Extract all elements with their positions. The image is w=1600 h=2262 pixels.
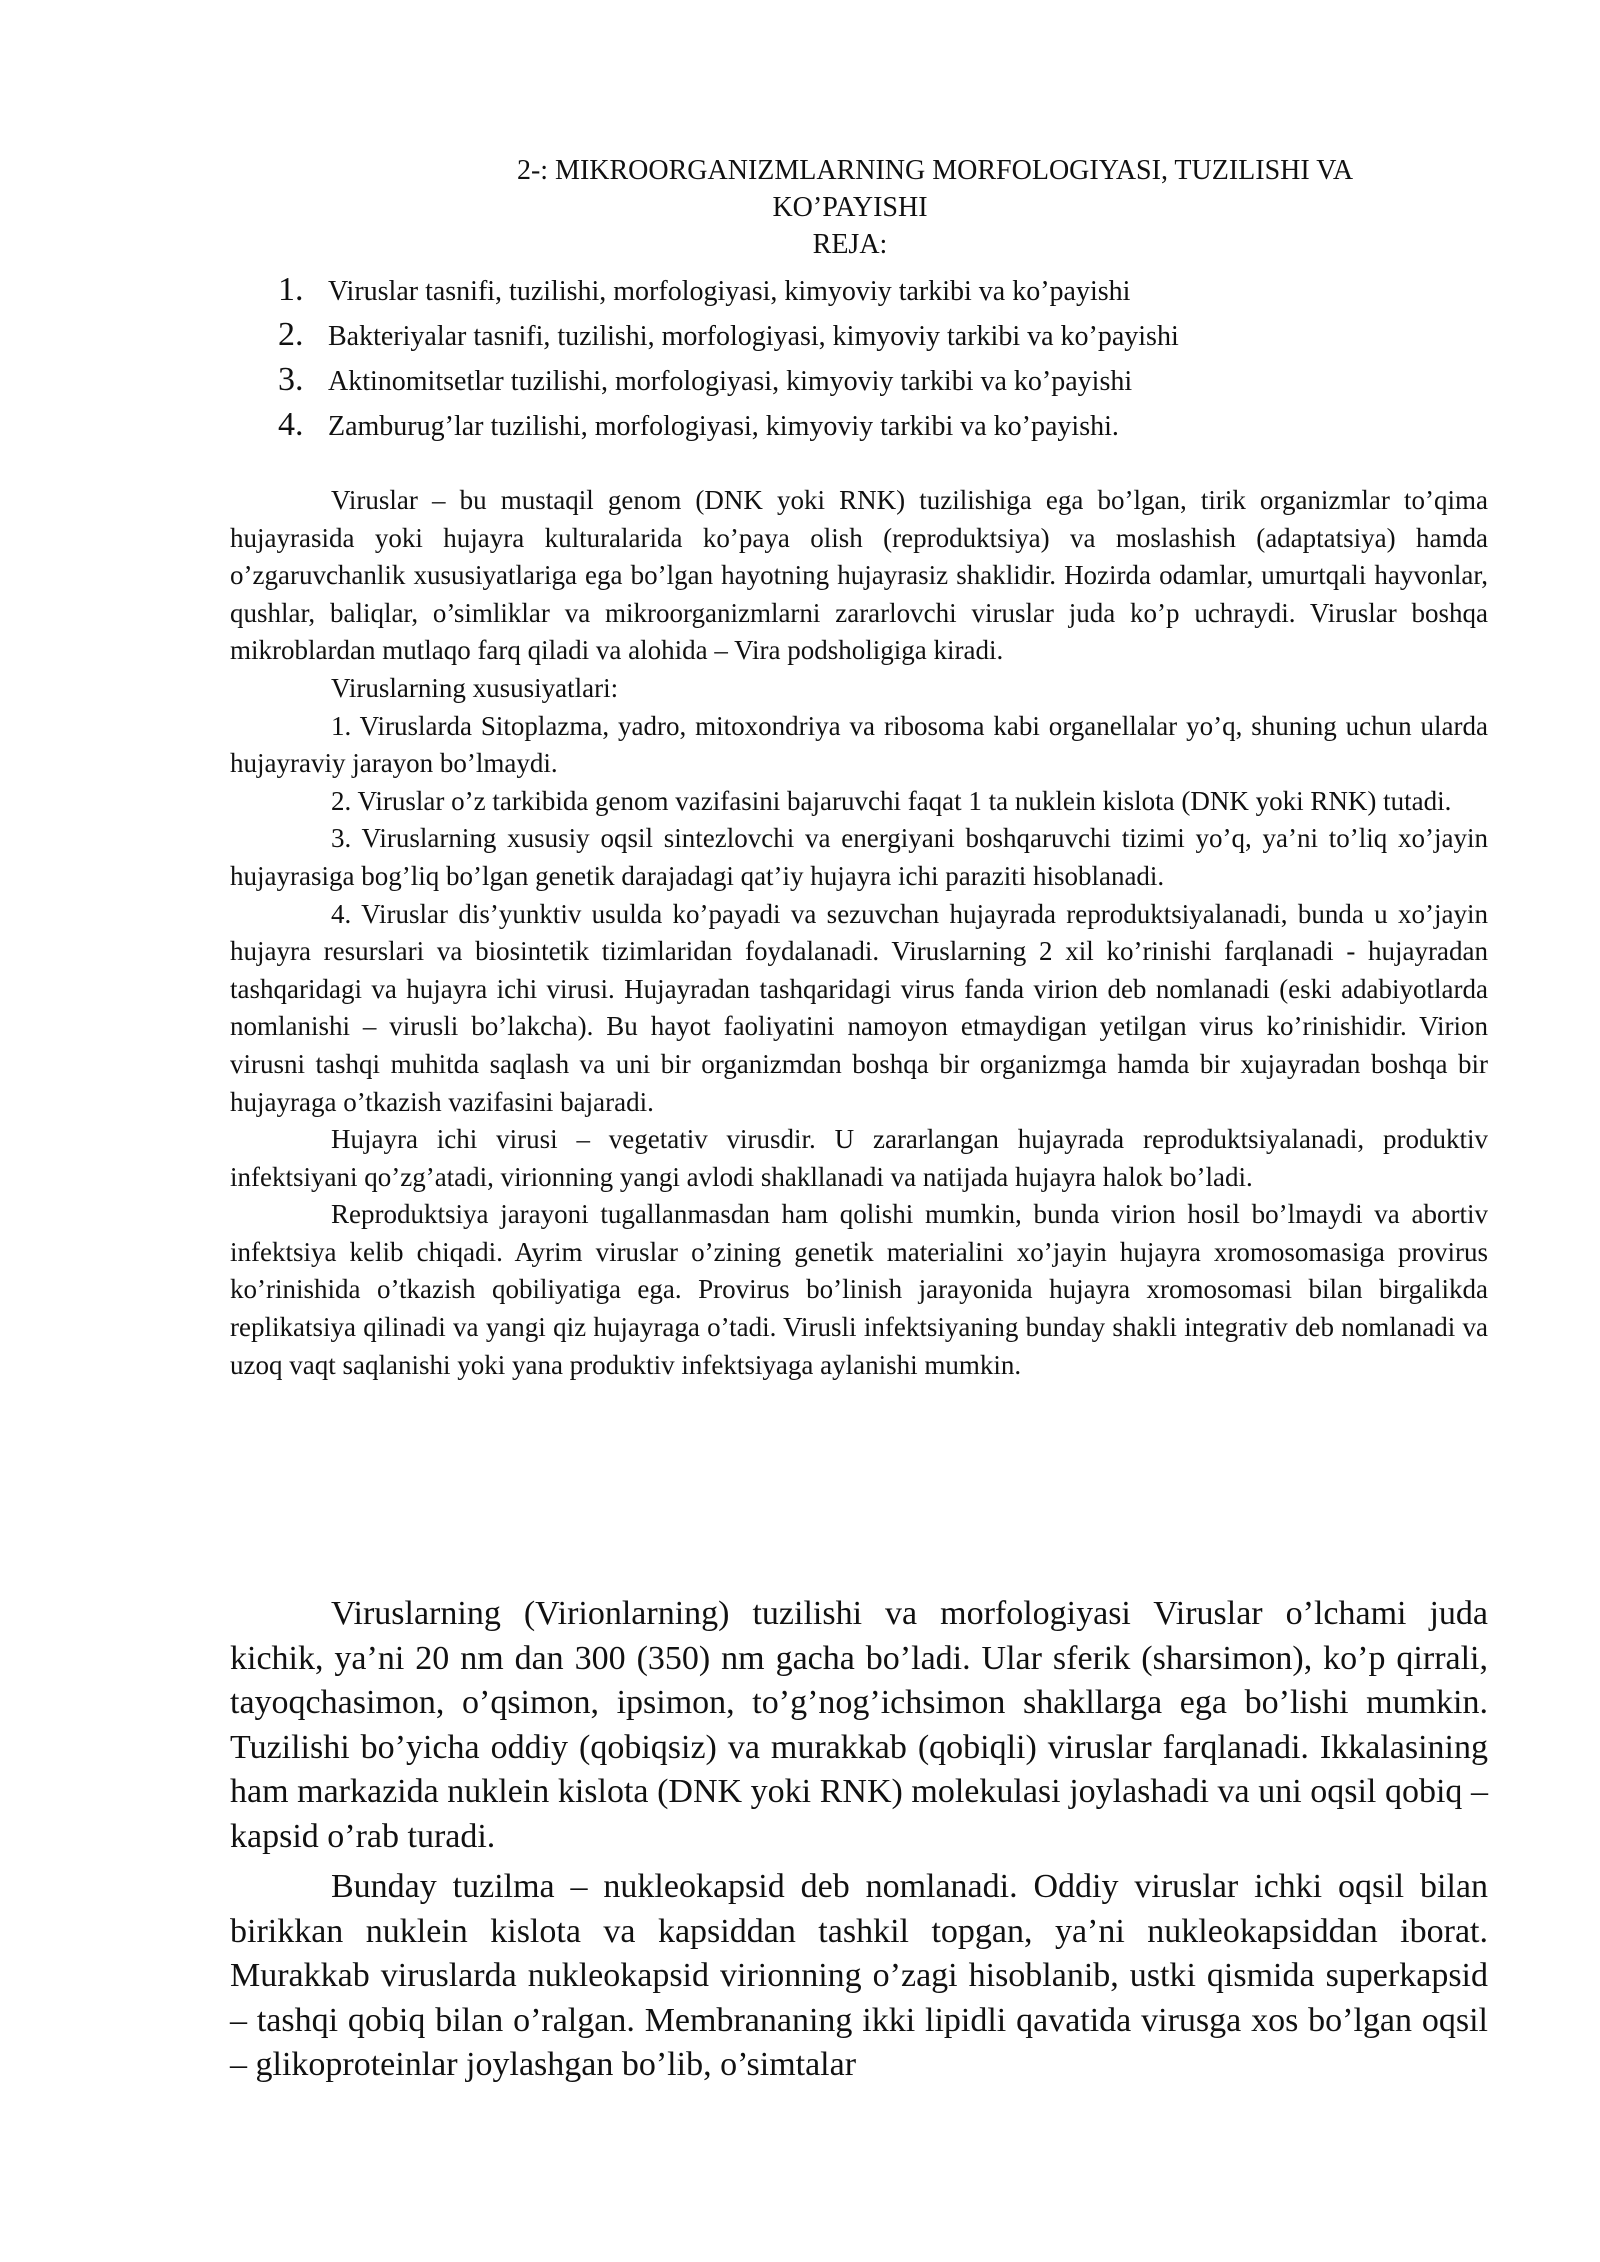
plan-item-text: Zamburug’lar tuzilishi, morfologiyasi, kimyoviy tarkibi va ko’payishi. — [328, 411, 1119, 442]
plan-item-text: Aktinomitsetlar tuzilishi, morfologiyasi, kimyoviy tarkibi va ko’payishi — [328, 366, 1133, 397]
body-text-small — [230, 482, 1488, 1384]
plan-item-number: 1. — [278, 271, 304, 308]
plan-item — [278, 403, 1478, 448]
plan-item — [278, 268, 1478, 313]
plan-item — [278, 313, 1478, 358]
plan-item-text: Viruslar tasnifi, tuzilishi, morfologiyasi, kimyoviy tarkibi va ko’payishi — [328, 276, 1131, 307]
plan-item-number: 3. — [278, 361, 304, 398]
plan-heading: REJA: — [812, 229, 888, 260]
plan-item-number: 4. — [278, 406, 304, 443]
plan-list — [278, 268, 1478, 448]
body-text-large — [230, 1592, 1488, 2094]
paragraph: Viruslar – bu mustaqil genom (DNK yoki RNK) tuzilishiga ega bo’lgan, tirik organizmlar to’qima hujayrasida yoki hujayra kulturalarida ko’paya olish (reproduktsiya) va moslashish (adaptatsiya) hamda o’zgaruvchanlik xususiyatlariga ega bo’lgan hayotning hujayrasiz shaklidir. Hozirda odamlar, umurtqali hayvonlar, qushlar, baliqlar, o’simliklar va mikroorganizmlarni zararlovchi viruslar juda ko’p uchraydi. Viruslar boshqa mikroblardan mutlaqo farq qiladi va alohida – Vira podsholigiga kiradi. — [230, 485, 1488, 666]
paragraph: 1. Viruslarda Sitoplazma, yadro, mitoxondriya va ribosoma kabi organellalar yo’q, shuning uchun ularda hujayraviy jarayon bo’lmaydi. — [230, 710, 1488, 779]
plan-item-number: 2. — [278, 316, 304, 353]
paragraph: Viruslarning (Virionlarning) tuzilishi va morfologiyasi Viruslar o’lchami juda kichik, ya’ni 20 nm dan 300 (350) nm gacha bo’ladi. Ular sferik (sharsimon), ko’p qirrali, tayoqchasimon, o’qsimon, ipsimon, to’g’nog’ichsimon shakllarga ega bo’lishi mumkin. Tuzilishi bo’yicha oddiy (qobiqsiz) va murakkab (qobiqli) viruslar farqlanadi. Ikkalasining ham markazida nuklein kislota (DNK yoki RNK) molekulasi joylashadi va uni oqsil qobiq – kapsid o’rab turadi. — [230, 1595, 1488, 1855]
title-line-2: KO’PAYISHI — [772, 192, 928, 223]
page-title — [230, 152, 1470, 263]
plan-item-text: Bakteriyalar tasnifi, tuzilishi, morfologiyasi, kimyoviy tarkibi va ko’payishi — [328, 321, 1179, 352]
paragraph: Reproduktsiya jarayoni tugallanmasdan ham qolishi mumkin, bunda virion hosil bo’lmaydi va abortiv infektsiya kelib chiqadi. Ayrim viruslar o’zining genetik materialini xo’jayin hujayra xromosomasiga provirus ko’rinishida o’tkazish qobiliyatiga ega. Provirus bo’linish jarayonida hujayra xromosomasi bilan birgalikda replikatsiya qilinadi va yangi qiz hujayraga o’tadi. Virusli infektsiyaning bunday shakli integrativ deb nomlanadi va uzoq vaqt saqlanishi yoki yana produktiv infektsiyaga aylanishi mumkin. — [230, 1199, 1488, 1380]
plan-item — [278, 358, 1478, 403]
title-line-1: 2-: MIKROORGANIZMLARNING MORFOLOGIYASI, TUZILISHI VA — [516, 155, 1354, 186]
paragraph: Hujayra ichi virusi – vegetativ virusdir. U zararlangan hujayrada reproduktsiyalanadi, produktiv infektsiyani qo’zg’atadi, virionning yangi avlodi shakllanadi va natijada hujayra halok bo’ladi. — [230, 1124, 1488, 1192]
paragraph: Viruslarning xususiyatlari: — [331, 672, 619, 703]
paragraph: 2. Viruslar o’z tarkibida genom vazifasini bajaruvchi faqat 1 ta nuklein kislota (DNK yoki RNK) tutadi. — [331, 785, 1452, 816]
paragraph: 3. Viruslarning xususiy oqsil sintezlovchi va energiyani boshqaruvchi tizimi yo’q, ya’ni to’liq xo’jayin hujayrasiga bog’liq bo’lgan genetik darajadagi qat’iy hujayra ichi paraziti hisoblanadi. — [230, 823, 1488, 891]
paragraph: Bunday tuzilma – nukleokapsid deb nomlanadi. Oddiy viruslar ichki oqsil bilan birikkan nuklein kislota va kapsiddan tashkil topgan, ya’ni nukleokapsiddan iborat. Murakkab viruslarda nukleokapsid virionning o’zagi hisoblanib, ustki qismida superkapsid – tashqi qobiq bilan o’ralgan. Membrananing ikki lipidli qavatida virusga xos bo’lgan oqsil – glikoproteinlar joylashgan bo’lib, o’simtalar — [230, 1868, 1488, 2083]
paragraph: 4. Viruslar dis’yunktiv usulda ko’payadi va sezuvchan hujayrada reproduktsiyalanadi, bunda u xo’jayin hujayra resurslari va biosintetik tizimlaridan foydalanadi. Viruslarning 2 xil ko’rinishi farqlanadi - hujayradan tashqaridagi va hujayra ichi virusi. Hujayradan tashqaridagi virus fanda virion deb nomlanadi (eski adabiyotlarda nomlanishi – virusli bo’lakcha). Bu hayot faoliyatini namoyon etmaydigan yetilgan virus ko’rinishidir. Virion virusni tashqi muhitda saqlash va uni bir organizmdan boshqa bir organizmga hamda bir xujayradan boshqa bir hujayraga o’tkazish vazifasini bajaradi. — [230, 898, 1488, 1117]
